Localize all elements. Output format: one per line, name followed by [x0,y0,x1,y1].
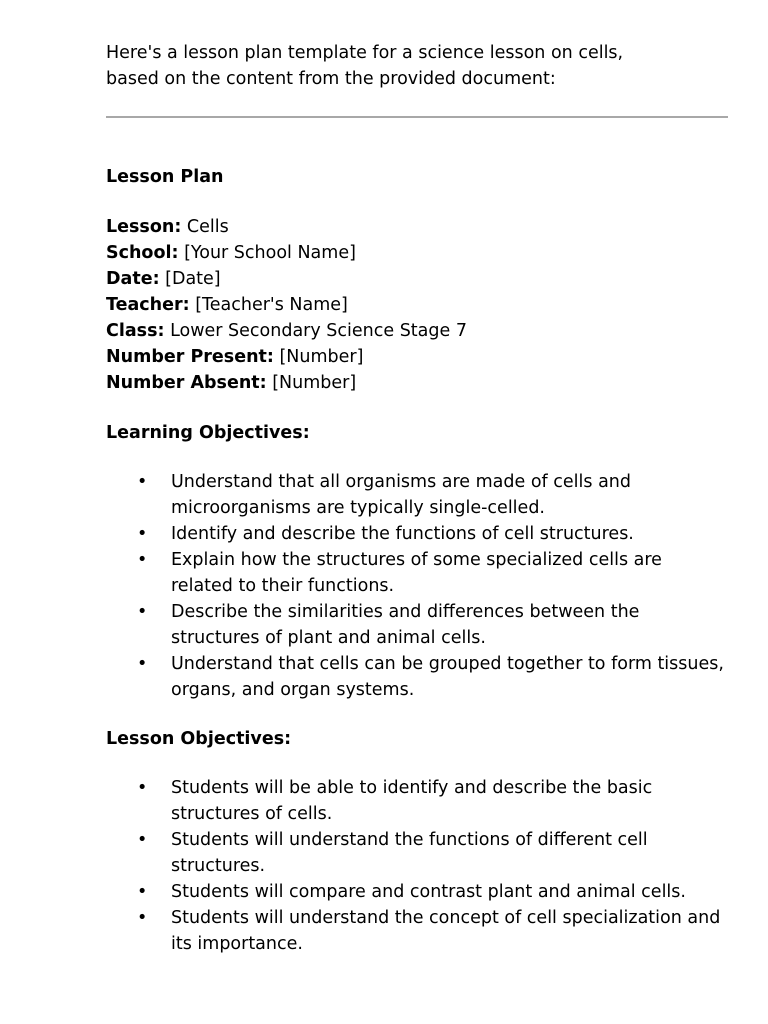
list-item-text: Students will understand the functions of different cell structures. [171,830,648,876]
field-teacher [106,292,467,318]
field-value: [Number] [272,373,357,393]
list-item [106,905,728,957]
list-item-text: Understand that all organisms are made of cells and microorganisms are typically single-celled. [171,472,631,518]
bullet-icon: • [137,550,148,570]
field-school [106,240,467,266]
field-lesson [106,214,467,240]
list-item-text: Describe the similarities and differences between the structures of plant and animal cells. [171,602,640,648]
lesson-objectives-heading: Lesson Objectives: [106,729,292,749]
field-value: [Teacher's Name] [195,295,348,315]
field-number-absent [106,370,467,396]
field-label: Class: [106,321,165,341]
field-label: Teacher: [106,295,190,315]
list-item-text: Understand that cells can be grouped together to form tissues, organs, and organ systems. [171,654,724,700]
list-item [106,521,728,547]
list-item-text: Students will understand the concept of cell specialization and its importance. [171,908,721,954]
bullet-icon: • [137,654,148,674]
list-item-text: Students will be able to identify and describe the basic structures of cells. [171,778,653,824]
field-value: [Your School Name] [184,243,356,263]
field-value: [Date] [165,269,221,289]
bullet-icon: • [137,778,148,798]
field-label: Lesson: [106,217,182,237]
bullet-icon: • [137,602,148,622]
field-value: Cells [186,217,229,237]
list-item-text: Explain how the structures of some specialized cells are related to their functions. [171,550,662,596]
intro-paragraph [106,40,728,92]
lesson-details [106,214,467,396]
list-item [106,879,728,905]
field-class [106,318,467,344]
list-item [106,827,728,879]
bullet-icon: • [137,908,148,928]
list-item [106,547,728,599]
list-item [106,469,728,521]
field-value: [Number] [279,347,364,367]
horizontal-rule [106,116,728,118]
field-label: School: [106,243,179,263]
intro-line-2: based on the content from the provided document: [106,69,556,89]
bullet-icon: • [137,882,148,902]
list-item [106,651,728,703]
list-item-text: Identify and describe the functions of cell structures. [171,524,634,544]
bullet-icon: • [137,524,148,544]
field-date [106,266,467,292]
list-item-text: Students will compare and contrast plant and animal cells. [171,882,686,902]
bullet-icon: • [137,472,148,492]
field-label: Number Absent: [106,373,267,393]
list-item [106,775,728,827]
lesson-objectives-list [106,775,728,957]
field-number-present [106,344,467,370]
field-label: Number Present: [106,347,274,367]
bullet-icon: • [137,830,148,850]
field-value: Lower Secondary Science Stage 7 [170,321,467,341]
intro-line-1: Here's a lesson plan template for a science lesson on cells, [106,43,624,63]
field-label: Date: [106,269,160,289]
lesson-plan-heading: Lesson Plan [106,167,224,187]
learning-objectives-list [106,469,728,703]
list-item [106,599,728,651]
learning-objectives-heading: Learning Objectives: [106,423,310,443]
